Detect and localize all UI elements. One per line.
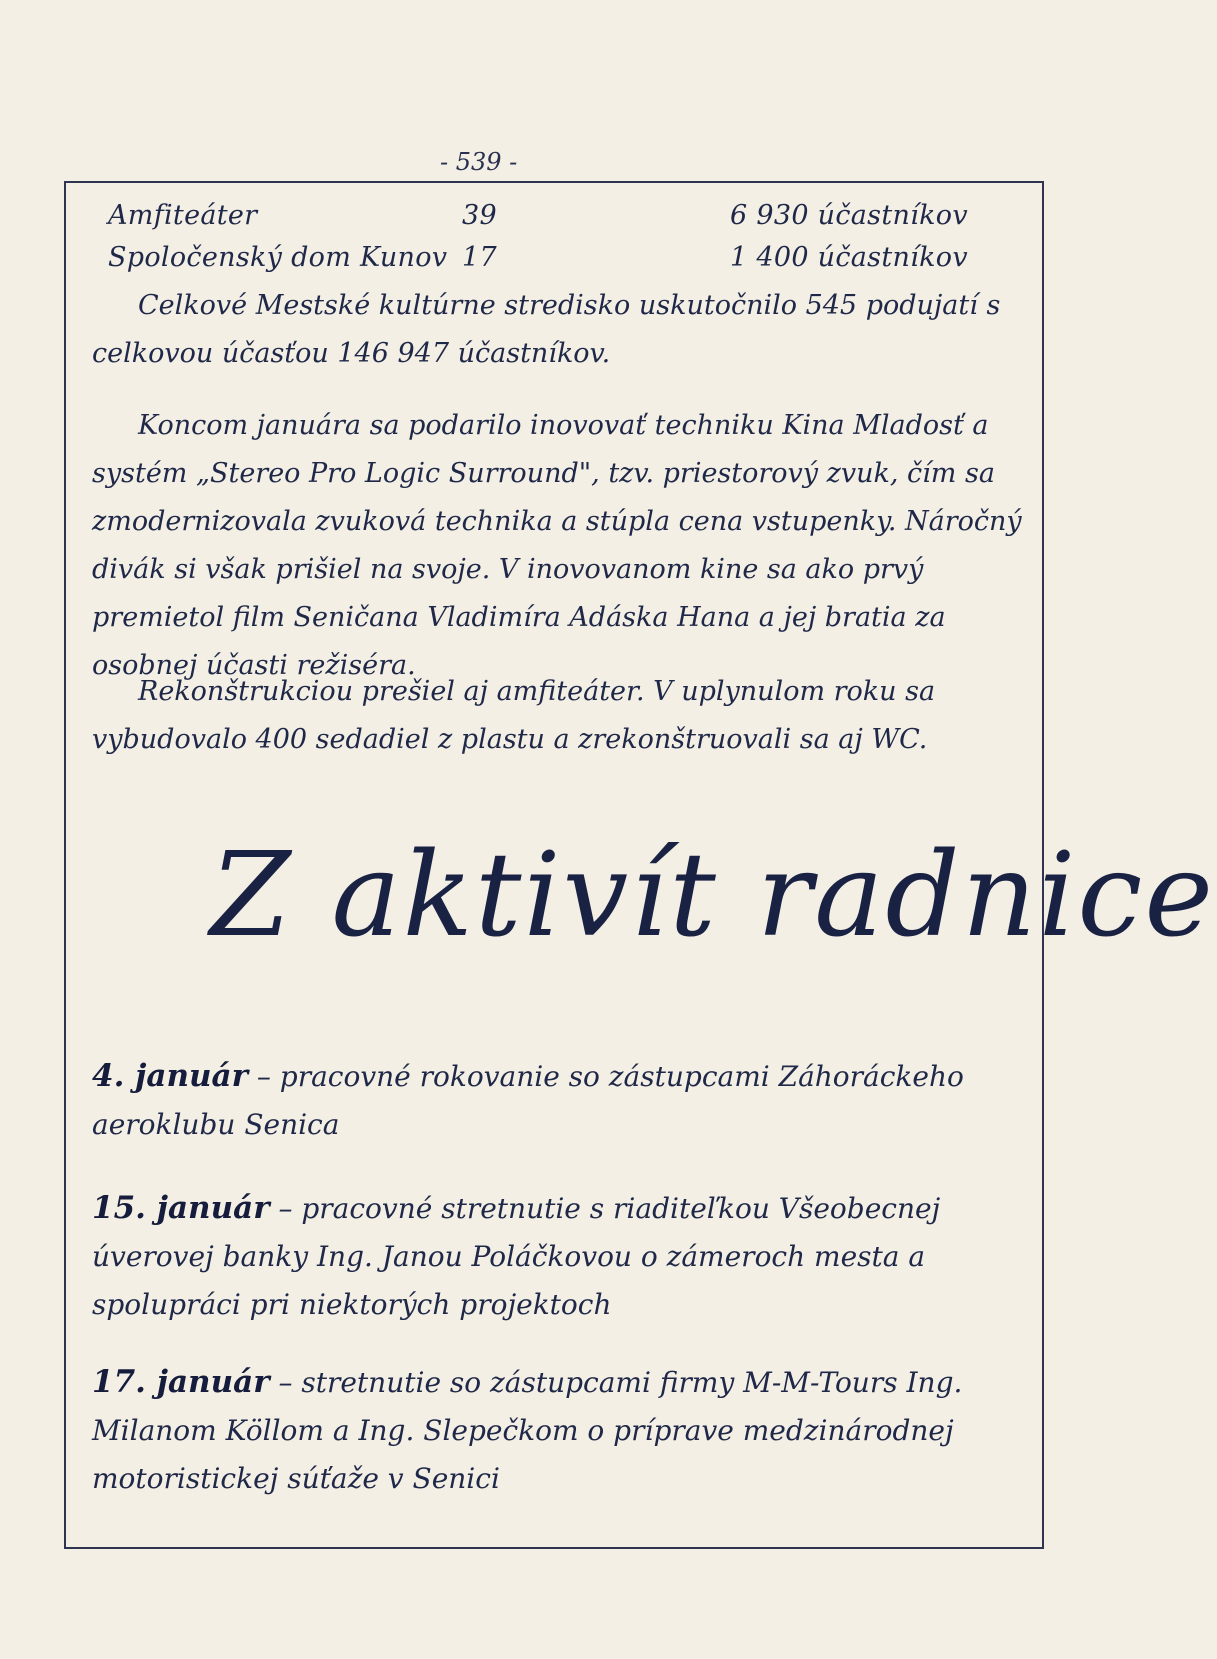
amphitheater-paragraph: Rekonštrukciou prešiel aj amfiteáter. V uplynulom roku sa vybudovalo 400 sedadiel z plastu a zrekonštruovali sa aj WC.	[92, 676, 936, 755]
stat-label: Amfiteáter	[108, 200, 258, 231]
summary-paragraph: Celkové Mestské kultúrne stredisko uskutočnilo 545 podujatí s celkovou účasťou 146 947 účastníkov.	[92, 290, 1001, 369]
page-number: - 539 -	[440, 148, 518, 176]
diary-entry	[92, 1052, 1032, 1149]
entry-text: – pracovné rokovanie so zástupcami Záhoráckeho aeroklubu Senica	[92, 1060, 964, 1141]
stat-count: 17	[462, 242, 497, 273]
entry-date: 4. január	[92, 1058, 248, 1094]
entry-text: – stretnutie so zástupcami firmy M-M-Tours Ing. Milanom Köllom a Ing. Slepečkom o príprave medzinárodnej motoristickej súťaže v Senici	[92, 1366, 963, 1495]
stat-label: Spoločenský dom Kunov	[108, 242, 448, 273]
entry-text: – pracovné stretnutie s riaditeľkou Všeobecnej úverovej banky Ing. Janou Poláčkovou o zámeroch mesta a spolupráci pri niektorých projektoch	[92, 1192, 941, 1321]
section-heading: Z aktivít radnice	[210, 828, 1216, 963]
stat-participants: 1 400 účastníkov	[730, 242, 968, 273]
entry-date: 15. január	[92, 1190, 270, 1226]
stat-count: 39	[462, 200, 497, 231]
stat-participants: 6 930 účastníkov	[730, 200, 968, 231]
diary-entry	[92, 1358, 1032, 1503]
entry-date: 17. január	[92, 1364, 270, 1400]
diary-entry	[92, 1184, 1032, 1329]
cinema-paragraph: Koncom januára sa podarilo inovovať techniku Kina Mladosť a systém „Stereo Pro Logic Surround", tzv. priestorový zvuk, čím sa zmodernizovala zvuková technika a stúpla cena vstupenky. Náročný divák si však prišiel na svoje. V inovovanom kine sa ako prvý premietol film Seničana Vladimíra Adáska Hana a jej bratia za osobnej účasti režiséra.	[92, 410, 1022, 681]
